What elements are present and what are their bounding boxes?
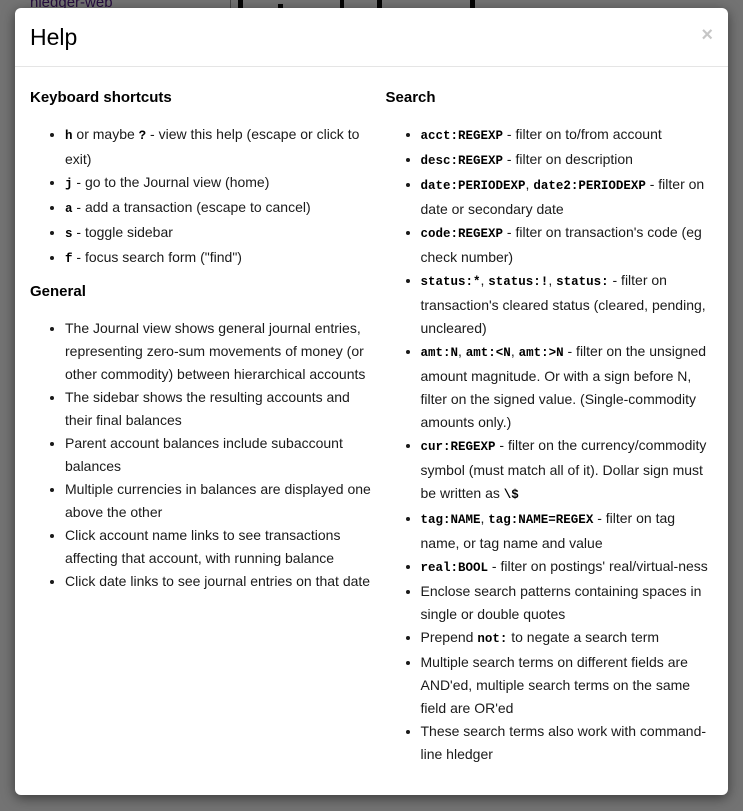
help-item: • h or maybe ? - view this help (escape or click to exit): [65, 123, 372, 171]
code-term: tag:NAME=REGEX: [488, 513, 594, 527]
code-term: s: [65, 227, 73, 241]
help-item: • tag:NAME, tag:NAME=REGEX - filter on tag name, or tag name and value: [421, 507, 714, 555]
help-item: • cur:REGEXP - filter on the currency/commodity symbol (must match all of it). Dollar sign must be written as \$: [421, 434, 714, 507]
modal-title: Help: [30, 24, 78, 50]
code-term: cur:REGEXP: [420, 440, 496, 454]
help-list: [30, 317, 372, 593]
modal-body: [15, 67, 728, 789]
help-list: [386, 123, 714, 766]
help-item: • Click date links to see journal entries on that date: [65, 570, 372, 593]
left-column: [30, 77, 372, 601]
code-term: desc:REGEXP: [420, 154, 504, 168]
code-term: \$: [503, 488, 519, 502]
code-term: status:: [556, 275, 609, 289]
help-item: • amt:N, amt:<N, amt:>N - filter on the unsigned amount magnitude. Or with a sign before N, filter on the signed value. (Single-commodity amounts only.): [421, 340, 714, 434]
code-term: a: [65, 202, 73, 216]
code-term: date2:PERIODEXP: [533, 179, 646, 193]
help-list: [30, 123, 372, 271]
help-item: • date:PERIODEXP, date2:PERIODEXP - filter on date or secondary date: [421, 173, 714, 221]
code-term: j: [65, 177, 73, 191]
help-item: • The Journal view shows general journal entries, representing zero-sum movements of money (or other commodity) between hierarchical accounts: [65, 317, 372, 386]
code-term: not:: [477, 632, 508, 646]
help-item: • Prepend not: to negate a search term: [421, 626, 714, 651]
code-term: h: [65, 129, 73, 143]
help-item: • a - add a transaction (escape to cancel): [65, 196, 372, 221]
help-item: • real:BOOL - filter on postings' real/virtual-ness: [421, 555, 714, 580]
code-term: date:PERIODEXP: [420, 179, 526, 193]
close-icon[interactable]: ×: [701, 24, 713, 46]
help-item: • code:REGEXP - filter on transaction's code (eg check number): [421, 221, 714, 269]
help-item: • These search terms also work with command-line hledger: [421, 720, 714, 766]
code-term: amt:>N: [518, 346, 564, 360]
help-item: • Parent account balances include subaccount balances: [65, 432, 372, 478]
help-item: • status:*, status:!, status: - filter on transaction's cleared status (cleared, pending, uncleared): [421, 269, 714, 340]
code-term: status:!: [488, 275, 549, 289]
code-term: tag:NAME: [420, 513, 481, 527]
help-item: • acct:REGEXP - filter on to/from account: [421, 123, 714, 148]
code-term: amt:<N: [465, 346, 511, 360]
code-term: acct:REGEXP: [420, 129, 504, 143]
code-term: code:REGEXP: [420, 227, 504, 241]
help-item: • Enclose search patterns containing spaces in single or double quotes: [421, 580, 714, 626]
help-item: • s - toggle sidebar: [65, 221, 372, 246]
help-item: • Click account name links to see transactions affecting that account, with running balance: [65, 524, 372, 570]
code-term: f: [65, 252, 73, 266]
help-item: • Multiple currencies in balances are displayed one above the other: [65, 478, 372, 524]
code-term: status:*: [420, 275, 481, 289]
code-term: real:BOOL: [420, 561, 489, 575]
help-modal: [15, 8, 728, 795]
code-term: amt:N: [420, 346, 459, 360]
help-item: • j - go to the Journal view (home): [65, 171, 372, 196]
section-heading: Keyboard shortcuts: [30, 89, 172, 106]
help-item: • The sidebar shows the resulting accounts and their final balances: [65, 386, 372, 432]
help-item: • Multiple search terms on different fields are AND'ed, multiple search terms on the same field are OR'ed: [421, 651, 714, 720]
section-heading: General: [30, 283, 86, 300]
modal-header: [15, 8, 728, 67]
code-term: ?: [138, 129, 147, 143]
section-heading: Search: [385, 89, 436, 106]
right-column: [372, 77, 714, 774]
help-item: • f - focus search form ("find"): [65, 246, 372, 271]
help-item: • desc:REGEXP - filter on description: [421, 148, 714, 173]
